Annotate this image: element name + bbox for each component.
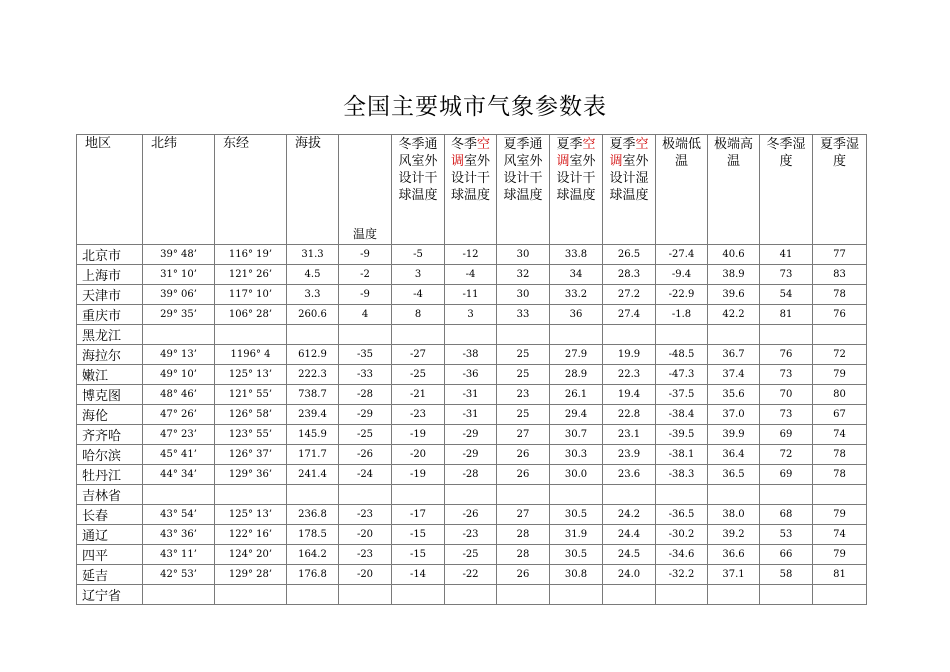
cell-temperature: -35 [339,345,392,365]
cell-latitude: 49° 10’ [143,365,215,385]
cell-winter-ac: -22 [445,565,497,585]
cell-altitude: 171.7 [287,445,339,465]
cell-region: 上海市 [77,265,143,285]
cell-summer-vent: 25 [497,405,550,425]
cell-extreme-low: -36.5 [656,505,708,525]
cell-latitude: 43° 36’ [143,525,215,545]
cell-summer-ac-wet: 23.1 [603,425,656,445]
weather-table [76,134,867,605]
cell-winter-humidity: 72 [760,445,813,465]
cell-longitude [215,585,287,605]
cell-winter-vent: -19 [392,425,445,445]
cell-latitude: 45° 41’ [143,445,215,465]
cell-region: 延吉 [77,565,143,585]
cell-longitude: 1196° 4 [215,345,287,365]
cell-summer-humidity: 72 [813,345,867,365]
cell-summer-ac-wet: 22.3 [603,365,656,385]
cell-winter-vent: -25 [392,365,445,385]
cell-altitude [287,325,339,345]
cell-summer-ac-dry: 33.2 [550,285,603,305]
cell-region: 天津市 [77,285,143,305]
cell-winter-ac: -31 [445,385,497,405]
cell-winter-humidity: 69 [760,425,813,445]
cell-region: 博克图 [77,385,143,405]
cell-extreme-low: -37.5 [656,385,708,405]
cell-latitude: 43° 11’ [143,545,215,565]
cell-temperature: -2 [339,265,392,285]
cell-region: 通辽 [77,525,143,545]
header-winter-ac-pre: 冬季 [450,137,477,152]
cell-altitude: 176.8 [287,565,339,585]
cell-latitude: 47° 26’ [143,405,215,425]
cell-extreme-high [708,585,760,605]
cell-winter-vent: -21 [392,385,445,405]
cell-summer-humidity: 78 [813,465,867,485]
cell-summer-humidity [813,585,867,605]
cell-temperature [339,585,392,605]
cell-altitude: 164.2 [287,545,339,565]
header-summer-ac-dry [550,135,603,245]
cell-latitude: 49° 13’ [143,345,215,365]
cell-extreme-high [708,325,760,345]
cell-summer-humidity: 74 [813,525,867,545]
cell-extreme-low: -30.2 [656,525,708,545]
section-row [77,485,867,505]
header-summer-ac-wet [603,135,656,245]
header-winter-ac-post: 室外设计干球温度 [450,154,491,203]
header-temperature: 温度 [339,135,392,245]
cell-summer-vent: 23 [497,385,550,405]
cell-extreme-low: -9.4 [656,265,708,285]
cell-summer-humidity: 78 [813,285,867,305]
cell-winter-ac: -12 [445,245,497,265]
cell-region: 重庆市 [77,305,143,325]
cell-extreme-high: 39.2 [708,525,760,545]
cell-winter-ac: -29 [445,445,497,465]
cell-winter-ac: -23 [445,525,497,545]
cell-summer-humidity: 74 [813,425,867,445]
cell-extreme-low: -38.4 [656,405,708,425]
cell-temperature: -29 [339,405,392,425]
cell-extreme-low: -1.8 [656,305,708,325]
cell-temperature: -20 [339,525,392,545]
cell-region: 牡丹江 [77,465,143,485]
cell-region: 哈尔滨 [77,445,143,465]
table-row [77,265,867,285]
cell-summer-vent: 25 [497,365,550,385]
cell-summer-ac-wet: 24.0 [603,565,656,585]
header-latitude: 北纬 [143,135,215,245]
cell-extreme-high: 38.9 [708,265,760,285]
cell-extreme-low: -22.9 [656,285,708,305]
header-winter-ac [445,135,497,245]
header-extreme-high: 极端高温 [708,135,760,245]
table-row [77,445,867,465]
cell-summer-ac-dry: 36 [550,305,603,325]
cell-latitude: 48° 46’ [143,385,215,405]
cell-summer-ac-dry: 28.9 [550,365,603,385]
cell-summer-vent: 25 [497,345,550,365]
cell-longitude: 126° 37’ [215,445,287,465]
cell-summer-ac-wet [603,585,656,605]
cell-winter-humidity: 70 [760,385,813,405]
cell-longitude: 126° 58’ [215,405,287,425]
cell-winter-humidity: 66 [760,545,813,565]
cell-altitude: 738.7 [287,385,339,405]
cell-winter-humidity [760,325,813,345]
cell-summer-ac-wet: 27.2 [603,285,656,305]
cell-region: 长春 [77,505,143,525]
cell-altitude: 31.3 [287,245,339,265]
cell-summer-vent [497,485,550,505]
cell-region: 海拉尔 [77,345,143,365]
cell-summer-vent: 26 [497,565,550,585]
cell-extreme-high: 39.9 [708,425,760,445]
header-summer-ac-dry-red: 空调 [556,137,596,169]
cell-summer-ac-wet: 26.5 [603,245,656,265]
cell-altitude: 4.5 [287,265,339,285]
section-row [77,325,867,345]
cell-region: 海伦 [77,405,143,425]
cell-summer-humidity: 81 [813,565,867,585]
cell-extreme-high [708,485,760,505]
cell-winter-vent: -27 [392,345,445,365]
header-region: 地区 [77,135,143,245]
cell-summer-ac-dry [550,585,603,605]
cell-winter-humidity [760,485,813,505]
header-summer-ac-dry-pre: 夏季 [556,137,583,152]
cell-longitude: 122° 16’ [215,525,287,545]
cell-summer-ac-wet: 19.4 [603,385,656,405]
cell-summer-humidity [813,485,867,505]
cell-latitude: 31° 10’ [143,265,215,285]
cell-latitude: 29° 35’ [143,305,215,325]
table-row [77,405,867,425]
cell-extreme-low: -38.1 [656,445,708,465]
cell-temperature: -9 [339,245,392,265]
cell-summer-vent [497,325,550,345]
cell-extreme-low [656,485,708,505]
cell-winter-vent [392,325,445,345]
cell-latitude: 42° 53’ [143,565,215,585]
cell-summer-ac-wet [603,325,656,345]
header-extreme-low: 极端低温 [656,135,708,245]
cell-summer-ac-wet: 23.6 [603,465,656,485]
cell-extreme-high: 37.1 [708,565,760,585]
cell-region: 北京市 [77,245,143,265]
cell-extreme-high: 42.2 [708,305,760,325]
cell-summer-ac-dry: 31.9 [550,525,603,545]
cell-summer-humidity: 83 [813,265,867,285]
cell-summer-ac-dry [550,325,603,345]
cell-extreme-low: -39.5 [656,425,708,445]
cell-winter-humidity: 41 [760,245,813,265]
cell-summer-vent: 30 [497,245,550,265]
cell-summer-ac-dry: 30.3 [550,445,603,465]
table-row [77,285,867,305]
cell-summer-vent: 32 [497,265,550,285]
cell-winter-ac: -29 [445,425,497,445]
cell-altitude: 241.4 [287,465,339,485]
cell-summer-ac-dry: 30.7 [550,425,603,445]
cell-winter-humidity: 58 [760,565,813,585]
cell-longitude: 116° 19’ [215,245,287,265]
page-title: 全国主要城市气象参数表 [343,94,607,120]
cell-summer-vent: 27 [497,505,550,525]
cell-summer-ac-dry: 33.8 [550,245,603,265]
header-winter-vent: 冬季通风室外设计干球温度 [392,135,445,245]
cell-summer-ac-wet: 27.4 [603,305,656,325]
cell-extreme-high: 35.6 [708,385,760,405]
cell-summer-ac-dry: 29.4 [550,405,603,425]
cell-winter-humidity: 73 [760,365,813,385]
cell-extreme-low: -27.4 [656,245,708,265]
cell-extreme-high: 37.0 [708,405,760,425]
cell-latitude [143,585,215,605]
cell-extreme-high: 37.4 [708,365,760,385]
cell-summer-humidity: 67 [813,405,867,425]
cell-temperature: -26 [339,445,392,465]
cell-winter-humidity: 69 [760,465,813,485]
cell-altitude: 239.4 [287,405,339,425]
cell-summer-ac-dry [550,485,603,505]
cell-winter-vent: 8 [392,305,445,325]
header-winter-ac-red: 空调 [450,137,491,169]
cell-longitude: 129° 28’ [215,565,287,585]
cell-summer-humidity: 79 [813,545,867,565]
cell-summer-ac-dry: 30.0 [550,465,603,485]
cell-latitude [143,485,215,505]
cell-winter-humidity: 73 [760,405,813,425]
cell-winter-humidity: 76 [760,345,813,365]
cell-winter-humidity [760,585,813,605]
cell-summer-ac-dry: 34 [550,265,603,285]
cell-extreme-low [656,325,708,345]
cell-latitude: 39° 48’ [143,245,215,265]
cell-winter-vent [392,585,445,605]
cell-winter-ac: 3 [445,305,497,325]
cell-latitude [143,325,215,345]
cell-winter-ac: -4 [445,265,497,285]
cell-extreme-high: 39.6 [708,285,760,305]
cell-temperature: -23 [339,505,392,525]
cell-summer-ac-wet: 24.4 [603,525,656,545]
cell-winter-humidity: 68 [760,505,813,525]
cell-winter-vent [392,485,445,505]
cell-temperature: -20 [339,565,392,585]
cell-temperature: -23 [339,545,392,565]
cell-region: 四平 [77,545,143,565]
cell-altitude: 178.5 [287,525,339,545]
cell-summer-ac-wet [603,485,656,505]
cell-extreme-low: -38.3 [656,465,708,485]
cell-summer-humidity: 79 [813,505,867,525]
cell-altitude: 145.9 [287,425,339,445]
cell-longitude: 106° 28’ [215,305,287,325]
cell-summer-vent: 28 [497,545,550,565]
cell-longitude: 124° 20’ [215,545,287,565]
cell-winter-vent: -4 [392,285,445,305]
cell-summer-vent: 26 [497,465,550,485]
cell-latitude: 44° 34’ [143,465,215,485]
table-row [77,505,867,525]
cell-longitude [215,485,287,505]
cell-extreme-high: 40.6 [708,245,760,265]
cell-longitude: 121° 26’ [215,265,287,285]
cell-summer-humidity: 78 [813,445,867,465]
cell-latitude: 43° 54’ [143,505,215,525]
header-summer-ac-wet-pre: 夏季 [609,137,636,152]
cell-summer-ac-wet: 23.9 [603,445,656,465]
cell-latitude: 39° 06’ [143,285,215,305]
cell-altitude: 612.9 [287,345,339,365]
cell-summer-vent: 27 [497,425,550,445]
cell-longitude [215,325,287,345]
cell-extreme-high: 36.7 [708,345,760,365]
header-winter-humidity: 冬季湿度 [760,135,813,245]
cell-winter-ac [445,325,497,345]
cell-summer-ac-wet: 24.5 [603,545,656,565]
cell-longitude: 129° 36’ [215,465,287,485]
cell-extreme-high: 36.6 [708,545,760,565]
cell-summer-ac-dry: 26.1 [550,385,603,405]
cell-temperature: -25 [339,425,392,445]
cell-winter-ac: -36 [445,365,497,385]
cell-altitude: 3.3 [287,285,339,305]
cell-longitude: 121° 55’ [215,385,287,405]
cell-summer-humidity: 77 [813,245,867,265]
table-row [77,545,867,565]
header-altitude: 海拔 [287,135,339,245]
table-row [77,345,867,365]
cell-winter-ac: -26 [445,505,497,525]
header-summer-vent: 夏季通风室外设计干球温度 [497,135,550,245]
header-summer-humidity: 夏季湿度 [813,135,867,245]
cell-winter-vent: -5 [392,245,445,265]
cell-temperature [339,325,392,345]
cell-winter-ac [445,585,497,605]
cell-summer-ac-wet: 24.2 [603,505,656,525]
header-longitude: 东经 [215,135,287,245]
cell-winter-humidity: 53 [760,525,813,545]
cell-winter-humidity: 81 [760,305,813,325]
cell-longitude: 125° 13’ [215,365,287,385]
cell-temperature [339,485,392,505]
table-row [77,305,867,325]
cell-winter-vent: -17 [392,505,445,525]
cell-extreme-low [656,585,708,605]
cell-winter-vent: 3 [392,265,445,285]
cell-winter-ac: -11 [445,285,497,305]
cell-winter-ac [445,485,497,505]
table-row [77,245,867,265]
table-row [77,465,867,485]
cell-temperature: -33 [339,365,392,385]
cell-summer-vent: 33 [497,305,550,325]
cell-winter-vent: -19 [392,465,445,485]
cell-temperature: 4 [339,305,392,325]
cell-winter-vent: -15 [392,525,445,545]
section-label: 黑龙江 [77,325,143,345]
cell-altitude: 222.3 [287,365,339,385]
cell-temperature: -24 [339,465,392,485]
table-row [77,425,867,445]
cell-extreme-high: 36.4 [708,445,760,465]
cell-summer-ac-wet: 22.8 [603,405,656,425]
table-row [77,385,867,405]
cell-summer-ac-dry: 27.9 [550,345,603,365]
cell-summer-humidity: 79 [813,365,867,385]
cell-summer-ac-wet: 19.9 [603,345,656,365]
cell-summer-vent: 26 [497,445,550,465]
cell-summer-vent: 28 [497,525,550,545]
cell-extreme-low: -32.2 [656,565,708,585]
cell-winter-vent: -15 [392,545,445,565]
table-row [77,525,867,545]
section-row [77,585,867,605]
cell-longitude: 123° 55’ [215,425,287,445]
cell-summer-ac-dry: 30.8 [550,565,603,585]
cell-winter-ac: -25 [445,545,497,565]
cell-altitude [287,485,339,505]
cell-altitude: 236.8 [287,505,339,525]
cell-winter-vent: -20 [392,445,445,465]
cell-winter-humidity: 73 [760,265,813,285]
cell-winter-humidity: 54 [760,285,813,305]
cell-summer-vent: 30 [497,285,550,305]
table-row [77,565,867,585]
cell-region: 齐齐哈 [77,425,143,445]
cell-winter-vent: -23 [392,405,445,425]
cell-longitude: 117° 10’ [215,285,287,305]
cell-extreme-low: -47.3 [656,365,708,385]
cell-temperature: -28 [339,385,392,405]
cell-winter-ac: -28 [445,465,497,485]
cell-summer-vent [497,585,550,605]
section-label: 吉林省 [77,485,143,505]
cell-summer-humidity [813,325,867,345]
cell-region: 嫩江 [77,365,143,385]
cell-summer-ac-dry: 30.5 [550,545,603,565]
cell-latitude: 47° 23’ [143,425,215,445]
header-summer-ac-wet-post: 室外设计湿球温度 [609,154,649,203]
cell-altitude: 260.6 [287,305,339,325]
cell-summer-ac-dry: 30.5 [550,505,603,525]
cell-summer-humidity: 80 [813,385,867,405]
cell-extreme-low: -34.6 [656,545,708,565]
cell-winter-ac: -31 [445,405,497,425]
section-label: 辽宁省 [77,585,143,605]
cell-extreme-high: 36.5 [708,465,760,485]
table-row [77,365,867,385]
cell-summer-humidity: 76 [813,305,867,325]
header-summer-ac-dry-post: 室外设计干球温度 [556,154,596,203]
cell-winter-vent: -14 [392,565,445,585]
cell-longitude: 125° 13’ [215,505,287,525]
cell-summer-ac-wet: 28.3 [603,265,656,285]
header-row [77,135,867,245]
cell-extreme-high: 38.0 [708,505,760,525]
cell-temperature: -9 [339,285,392,305]
header-summer-ac-wet-red: 空调 [609,137,649,169]
cell-winter-ac: -38 [445,345,497,365]
cell-altitude [287,585,339,605]
cell-extreme-low: -48.5 [656,345,708,365]
